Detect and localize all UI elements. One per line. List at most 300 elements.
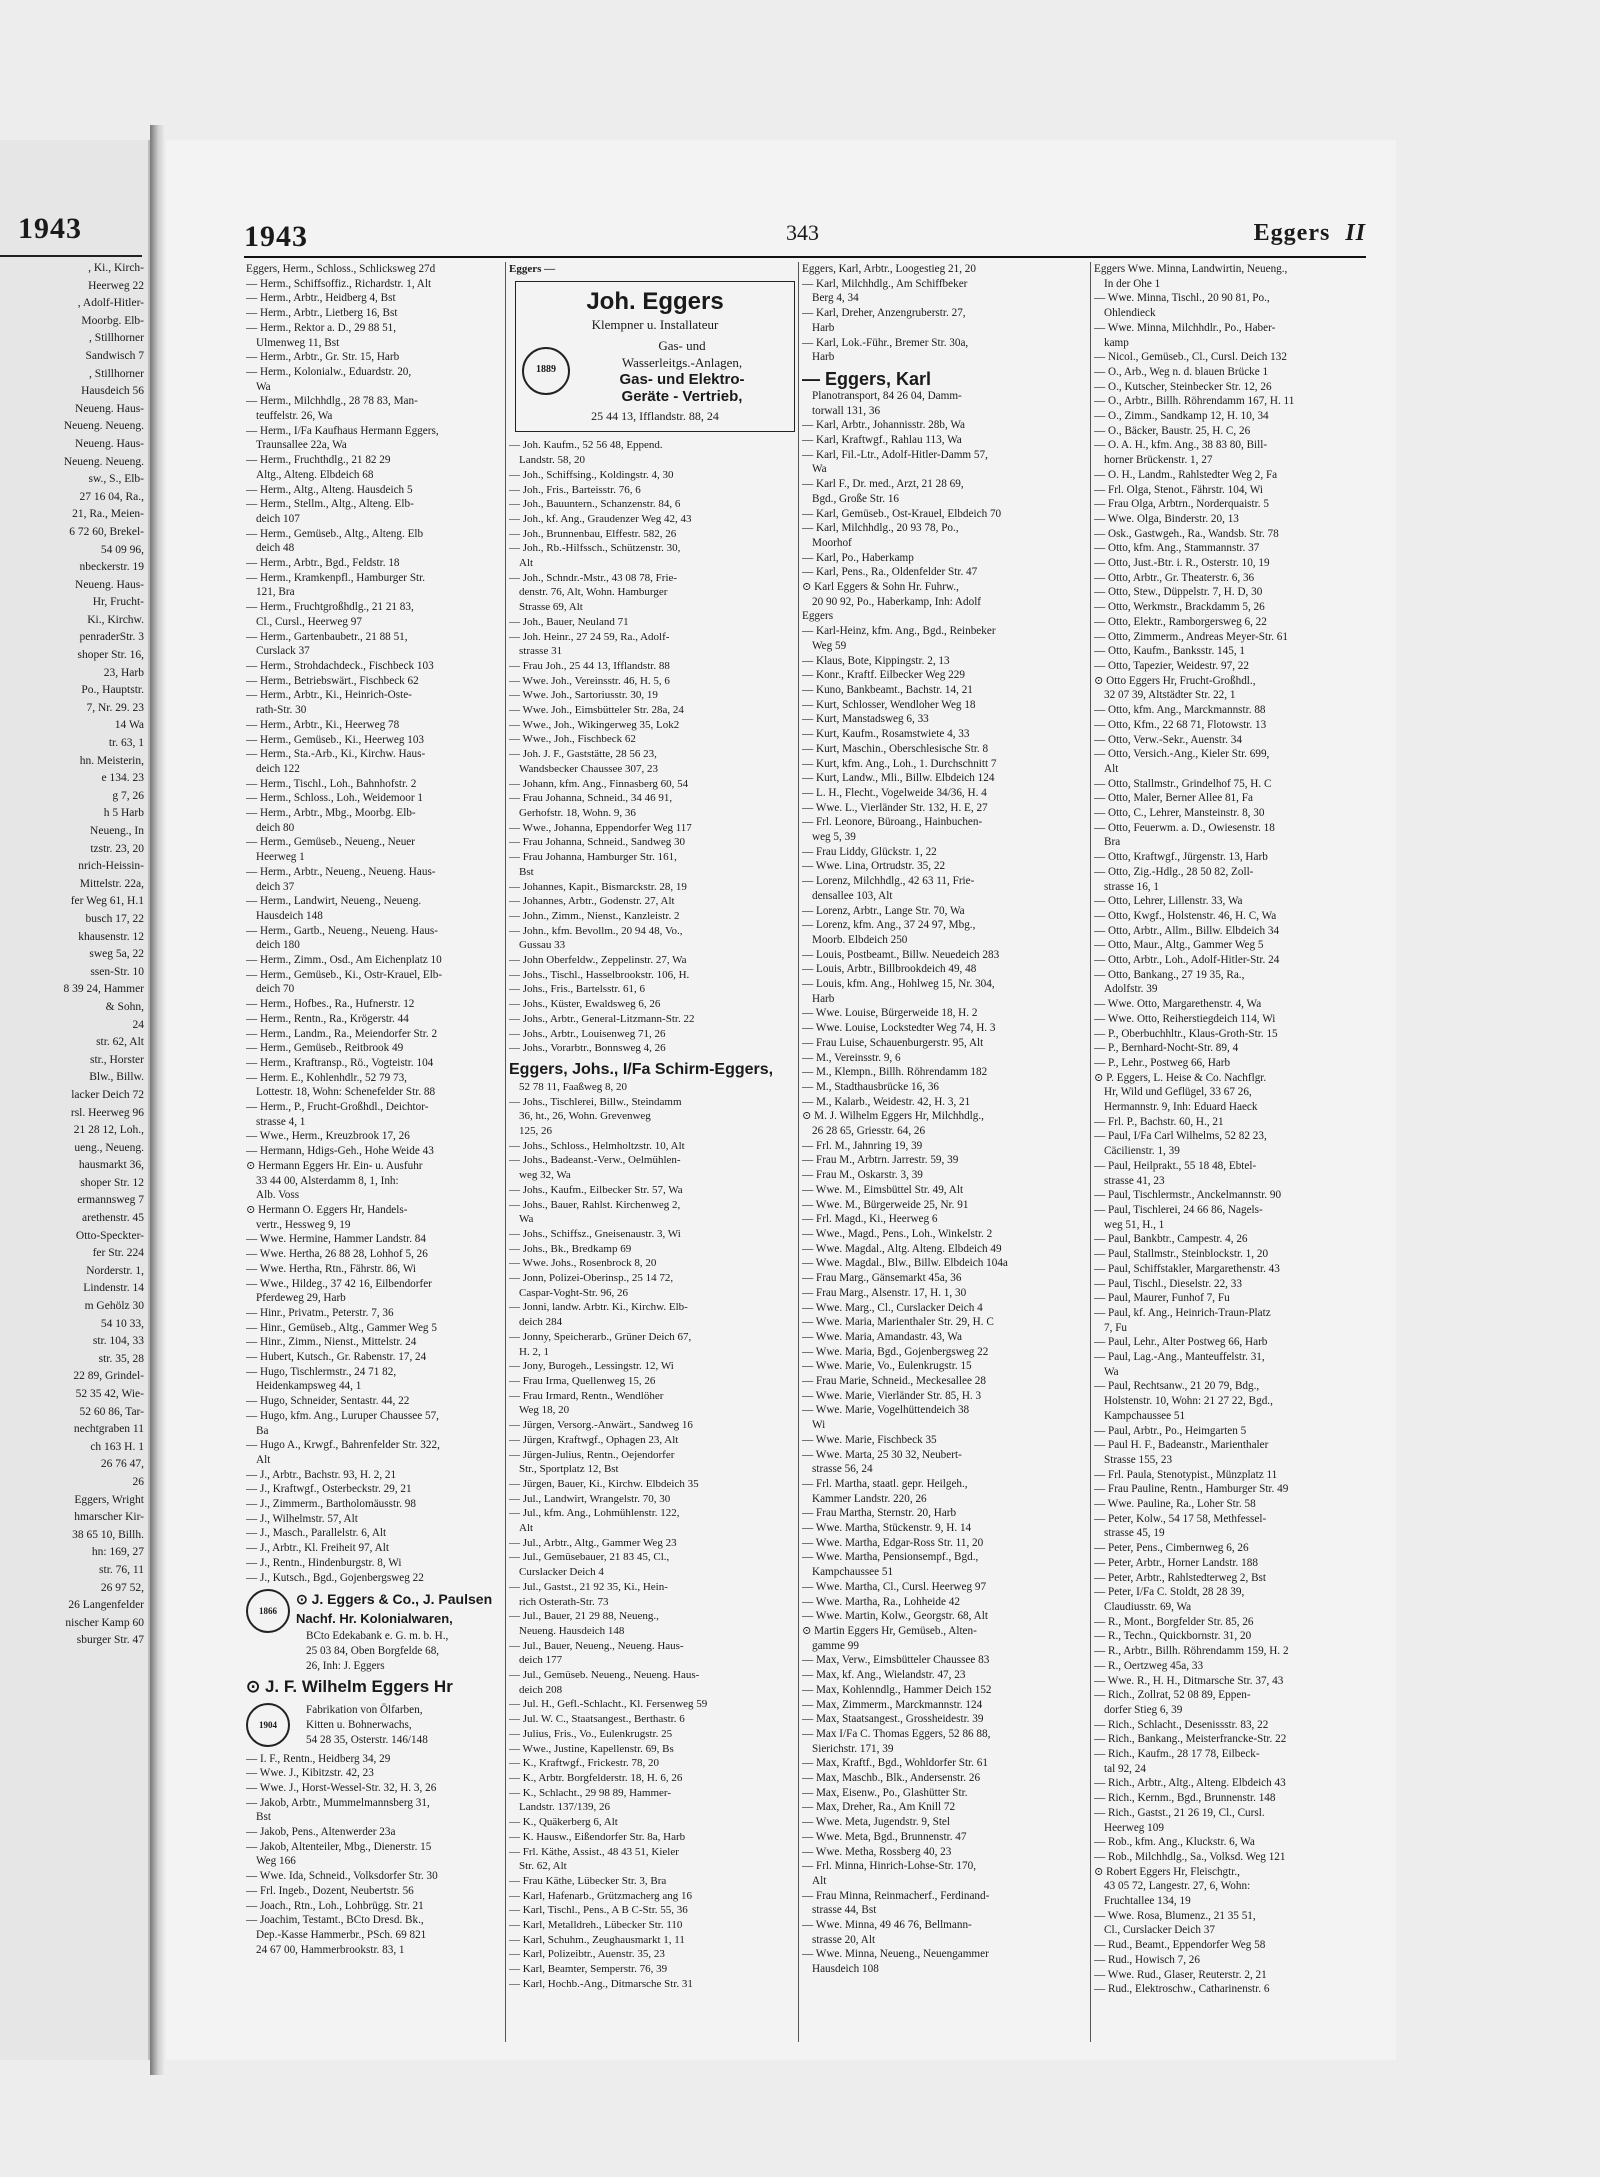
directory-entry-line: 20 90 92, Po., Haberkamp, Inh: Adolf bbox=[812, 595, 982, 608]
directory-entry-line: Weg 59 bbox=[812, 639, 847, 652]
previous-page-line: Lindenstr. 14 bbox=[83, 1282, 144, 1295]
directory-entry-line: — Wwe. Rosa, Blumenz., 21 35 51, bbox=[1094, 1909, 1256, 1922]
previous-page-line: 26 bbox=[132, 1475, 144, 1488]
directory-entry-line: — Otto, Lehrer, Lillenstr. 33, Wa bbox=[1094, 895, 1243, 908]
directory-entry-line: — K., Quäkerberg 6, Alt bbox=[509, 1816, 618, 1829]
directory-entry-line: — Jul., Bauer, 21 29 88, Neueng., bbox=[509, 1610, 659, 1623]
directory-entry-line: Wi bbox=[812, 1419, 826, 1432]
previous-page-line: str. 62, Alt bbox=[96, 1036, 144, 1049]
directory-entry-line: — Karl, Schuhm., Zeughausmarkt 1, 11 bbox=[509, 1933, 685, 1946]
directory-entry-line: — Wwe. Magdal., Blw., Billw. Elbdeich 104a bbox=[802, 1257, 1008, 1270]
directory-entry-line: — J., Wilhelmstr. 57, Alt bbox=[246, 1512, 358, 1525]
directory-entry-line: strasse 45, 19 bbox=[1104, 1527, 1165, 1540]
directory-entry-line: — Frl. Magd., Ki., Heerweg 6 bbox=[802, 1213, 938, 1226]
directory-entry-line: horner Brückenstr. 1, 27 bbox=[1104, 454, 1213, 467]
directory-entry-line: — Max, kf. Ang., Wielandstr. 47, 23 bbox=[802, 1669, 966, 1682]
directory-entry-line: — Otto, Feuerwm. a. D., Owiesenstr. 18 bbox=[1094, 821, 1275, 834]
directory-entry-line: — Frau Liddy, Glückstr. 1, 22 bbox=[802, 845, 937, 858]
previous-page-line: shoper Str. 12 bbox=[80, 1176, 144, 1189]
directory-page bbox=[166, 140, 1396, 2060]
directory-entry-line: 121, Bra bbox=[256, 586, 295, 599]
directory-entry-line: — Johann, kfm. Ang., Finnasberg 60, 54 bbox=[509, 777, 689, 790]
directory-entry-line: deich 80 bbox=[256, 821, 295, 834]
previous-page-line: Moorbg. Elb- bbox=[81, 314, 144, 327]
directory-entry-line: — Paul, Lag.-Ang., Manteuffelstr. 31, bbox=[1094, 1351, 1265, 1364]
directory-entry-line: ⊙ Martin Eggers Hr, Gemüseb., Alten- bbox=[802, 1624, 977, 1637]
directory-entry-line: — Wwe. M., Eimsbüttel Str. 49, Alt bbox=[802, 1183, 964, 1196]
column-4 bbox=[1094, 262, 1386, 2042]
directory-entry-line: Holstenstr. 10, Wohn: 21 27 22, Bgd., bbox=[1104, 1395, 1273, 1408]
directory-entry-line: — Frau Martha, Sternstr. 20, Harb bbox=[802, 1507, 957, 1520]
advert-line: Gas- und bbox=[658, 337, 706, 353]
directory-entry-line: Curslacker Deich 4 bbox=[519, 1566, 604, 1579]
directory-entry-line: — Johs., Schloss., Helmholtzstr. 10, Alt bbox=[509, 1139, 685, 1152]
directory-entry-line: Eggers Wwe. Minna, Landwirtin, Neueng., bbox=[1094, 263, 1288, 275]
directory-entry-line: — Kurt, Manstadsweg 6, 33 bbox=[802, 713, 929, 726]
directory-entry-line: — Frau Marg., Gänsemarkt 45a, 36 bbox=[802, 1272, 962, 1285]
directory-entry-line: — Frl. Minna, Hinrich-Lohse-Str. 170, bbox=[802, 1860, 977, 1873]
directory-entry-line: — Jul. H., Gefl.-Schlacht., Kl. Fersenweg 59 bbox=[509, 1698, 708, 1711]
previous-page-line: Neueng. Haus- bbox=[75, 578, 144, 591]
directory-entry-line: — Paul, kf. Ang., Heinrich-Traun-Platz bbox=[1094, 1306, 1271, 1319]
directory-entry-line: Str., Sportplatz 12, Bst bbox=[519, 1463, 619, 1476]
directory-entry-line: — Wwe. Meta, Jugendstr. 9, Stel bbox=[802, 1816, 951, 1829]
directory-entry-line: — Otto, Maur., Altg., Gammer Weg 5 bbox=[1094, 939, 1264, 952]
directory-entry-line: — Herm., Arbtr., Heidberg 4, Bst bbox=[246, 292, 396, 305]
directory-entry-line: — O., Arbtr., Billh. Röhrendamm 167, H. 11 bbox=[1094, 395, 1295, 408]
directory-entry-line: Kammer Landstr. 220, 26 bbox=[812, 1492, 927, 1505]
firm-title: ⊙ J. F. Wilhelm Eggers Hr bbox=[246, 1677, 453, 1697]
directory-entry-line: — R., Techn., Quickbornstr. 31, 20 bbox=[1094, 1630, 1252, 1643]
previous-page-line: 8 39 24, Hammer bbox=[63, 983, 144, 996]
directory-entry-line: — Lorenz, Arbtr., Lange Str. 70, Wa bbox=[802, 904, 965, 917]
directory-entry-line: BCto Edekabank e. G. m. b. H., bbox=[306, 1630, 449, 1643]
directory-entry-line: — O., Kutscher, Steinbecker Str. 12, 26 bbox=[1094, 380, 1272, 393]
directory-entry-line: — J., Arbtr., Bachstr. 93, H. 2, 21 bbox=[246, 1468, 397, 1481]
directory-entry-line: 54 28 35, Osterstr. 146/148 bbox=[306, 1733, 428, 1746]
directory-entry-line: — Paul, Tischlermstr., Anckelmannstr. 90 bbox=[1094, 1189, 1282, 1202]
directory-entry-line: — Karl, Fil.-Ltr., Adolf-Hitler-Damm 57, bbox=[802, 448, 988, 461]
directory-entry-line: torwall 131, 36 bbox=[812, 404, 881, 417]
directory-entry-line: — Karl, Po., Haberkamp bbox=[802, 551, 914, 564]
directory-entry-line: — Frl. Ingeb., Dozent, Neubertstr. 56 bbox=[246, 1884, 414, 1897]
directory-entry-line: — Johs., Badeanst.-Verw., Oelmühlen- bbox=[509, 1154, 681, 1167]
directory-entry-line: Pferdeweg 29, Harb bbox=[256, 1292, 346, 1305]
directory-entry-line: — Peter, Pens., Cimbernweg 6, 26 bbox=[1094, 1542, 1249, 1555]
directory-entry-line: — Otto, Verw.-Sekr., Auenstr. 34 bbox=[1094, 733, 1242, 746]
previous-page-line: str. 35, 28 bbox=[98, 1352, 144, 1365]
directory-entry-line: — Wwe. Martha, Edgar-Ross Str. 11, 20 bbox=[802, 1536, 984, 1549]
directory-entry-line: — Wwe. Joh., Vereinsstr. 46, H. 5, 6 bbox=[509, 674, 670, 687]
directory-entry-line: — Wwe. Marg., Cl., Curslacker Deich 4 bbox=[802, 1301, 983, 1314]
directory-entry-line: — J., Kraftwgf., Osterbeckstr. 29, 21 bbox=[246, 1483, 412, 1496]
directory-entry-line: — Herm., Strohdachdeck., Fischbeck 103 bbox=[246, 659, 434, 672]
directory-entry-line: — Herm., Kraftransp., Rö., Vogteistr. 104 bbox=[246, 1056, 434, 1069]
previous-page-line: tzstr. 23, 20 bbox=[90, 842, 144, 855]
directory-entry-line: Heidenkampsweg 44, 1 bbox=[256, 1380, 362, 1393]
directory-entry-line: — Joh., Schndr.-Mstr., 43 08 78, Frie- bbox=[509, 571, 678, 584]
directory-entry-line: — Rud., Elektroschw., Catharinenstr. 6 bbox=[1094, 1983, 1270, 1996]
directory-entry-line: Adolfstr. 39 bbox=[1104, 983, 1158, 996]
directory-entry-line: — Johs., Bk., Bredkamp 69 bbox=[509, 1242, 632, 1255]
directory-entry-line: — Kurt, Kaufm., Rosamstwiete 4, 33 bbox=[802, 728, 970, 741]
directory-entry-line: — Jul., Gemüseb. Neueng., Neueng. Haus- bbox=[509, 1669, 700, 1682]
firm-lines bbox=[296, 1703, 428, 1747]
directory-entry-line: — Otto, Zig.-Hdlg., 28 50 82, Zoll- bbox=[1094, 865, 1254, 878]
directory-entry-line: — Otto, Kwgf., Holstenstr. 46, H. C, Wa bbox=[1094, 909, 1277, 922]
directory-entry-line: — Karl, Metalldreh., Lübecker Str. 110 bbox=[509, 1919, 683, 1932]
directory-entry-line: — Lorenz, Milchhdlg., 42 63 11, Frie- bbox=[802, 875, 975, 888]
directory-entry-line: strasse 56, 24 bbox=[812, 1463, 873, 1476]
directory-entry-line: — Wwe. Minna, Neueng., Neuengammer bbox=[802, 1948, 989, 1961]
bold-entry: — Eggers, Karl bbox=[802, 368, 932, 389]
directory-entry-line: ⊙ M. J. Wilhelm Eggers Hr, Milchhdlg., bbox=[802, 1110, 984, 1123]
directory-entry-line: — Johannes, Kapit., Bismarckstr. 28, 19 bbox=[509, 880, 687, 893]
directory-entry-line: — Max, Kohlenndlg., Hammer Deich 152 bbox=[802, 1683, 992, 1696]
directory-entry-line: — Wwe., Magd., Pens., Loh., Winkelstr. 2 bbox=[802, 1228, 993, 1240]
directory-entry-line: — Rud., Beamt., Eppendorfer Weg 58 bbox=[1094, 1939, 1266, 1952]
directory-entry-line: — Herm., Gartenbaubetr., 21 88 51, bbox=[246, 630, 408, 643]
previous-page-line: penraderStr. 3 bbox=[79, 631, 144, 644]
directory-entry-line: Ulmenweg 11, Bst bbox=[256, 336, 340, 349]
directory-entry-line: — John., kfm. Bevollm., 20 94 48, Vo., bbox=[509, 924, 683, 937]
directory-entry-line: — Joh. Kaufm., 52 56 48, Eppend. bbox=[509, 439, 663, 452]
directory-entry-line: — Johs., Küster, Ewaldsweg 6, 26 bbox=[509, 998, 661, 1011]
directory-entry-line: — Max, Kraftf., Bgd., Wohldorfer Str. 61 bbox=[802, 1757, 988, 1770]
directory-entry-line: — Herm., Schloss., Loh., Weidemoor 1 bbox=[246, 792, 423, 805]
directory-entry-line: Kampchaussee 51 bbox=[1104, 1409, 1186, 1422]
directory-entry-line: Bra bbox=[1104, 836, 1121, 849]
directory-entry-line: — Wwe. L., Vierländer Str. 132, H. E, 27 bbox=[802, 801, 988, 814]
directory-entry-line: — Rich., Schlacht., Desenissstr. 83, 22 bbox=[1094, 1718, 1269, 1731]
column-2-entries-b bbox=[509, 1080, 801, 1992]
directory-entry-line: deich 107 bbox=[256, 512, 300, 525]
directory-entry-line: Heerweg 109 bbox=[1104, 1821, 1164, 1834]
directory-entry-line: rath-Str. 30 bbox=[256, 704, 307, 717]
directory-entry-line: — Wwe. J., Horst-Wessel-Str. 32, H. 3, 26 bbox=[246, 1781, 437, 1794]
previous-page-line: Hr, Frucht- bbox=[92, 596, 144, 609]
directory-entry-line: — Herm., Stellm., Altg., Alteng. Elb- bbox=[246, 498, 414, 511]
directory-entry-line: — Wwe. Minna, Milchhdlr., Po., Haber- bbox=[1094, 321, 1276, 334]
directory-entry-line: — R., Mont., Borgfelder Str. 85, 26 bbox=[1094, 1615, 1254, 1628]
page-number: 343 bbox=[786, 220, 819, 245]
directory-entry-line: 7, Fu bbox=[1104, 1321, 1128, 1334]
directory-entry-line: tal 92, 24 bbox=[1104, 1762, 1146, 1775]
previous-page-line: 27 16 04, Ra., bbox=[79, 490, 144, 503]
directory-entry-line: — Jürgen-Julius, Rentn., Oejendorfer bbox=[509, 1448, 675, 1461]
directory-entry-line: — Karl, Pens., Ra., Oldenfelder Str. 47 bbox=[802, 566, 978, 579]
advert-name: Joh. Eggers bbox=[586, 287, 724, 315]
directory-entry-line: — Herm., Arbtr., Mbg., Moorbg. Elb- bbox=[246, 807, 416, 820]
directory-entry-line: — Wwe. Johs., Rosenbrock 8, 20 bbox=[509, 1257, 657, 1270]
directory-entry-line: — Julius, Fris., Vo., Eulenkrugstr. 25 bbox=[509, 1727, 673, 1740]
directory-entry-line: Weg 18, 20 bbox=[519, 1404, 570, 1417]
directory-entry-line: — Paul, Arbtr., Po., Heimgarten 5 bbox=[1094, 1424, 1247, 1437]
directory-entry-line: — Otto, Arbtr., Allm., Billw. Elbdeich 34 bbox=[1094, 924, 1280, 937]
directory-entry-line: — Jul., Gastst., 21 92 35, Ki., Hein- bbox=[509, 1580, 668, 1593]
previous-page-line: 52 60 86, Tar- bbox=[79, 1405, 144, 1418]
directory-entry-line: — Herm., P., Frucht-Großhdl., Deichtor- bbox=[246, 1101, 429, 1114]
previous-page-line: Eggers, Wright bbox=[74, 1493, 144, 1506]
previous-page-line: e 134. 23 bbox=[101, 772, 144, 785]
directory-entry-line: — Otto, Arbtr., Gr. Theaterstr. 6, 36 bbox=[1094, 571, 1255, 584]
directory-entry-line: Alt bbox=[519, 1522, 534, 1535]
directory-entry-line: — Jürgen, Versorg.-Anwärt., Sandweg 16 bbox=[509, 1419, 693, 1432]
directory-entry-line: — P., Bernhard-Nocht-Str. 89, 4 bbox=[1094, 1042, 1239, 1055]
directory-entry-line: vertr., Hessweg 9, 19 bbox=[256, 1218, 351, 1231]
previous-page-line: 7, Nr. 29. 23 bbox=[86, 701, 144, 714]
directory-entry-line: — Louis, kfm. Ang., Hohlweg 15, Nr. 304, bbox=[802, 978, 995, 991]
directory-entry-line: Eggers, Karl, Arbtr., Loogestieg 21, 20 bbox=[802, 263, 976, 275]
directory-entry-line: — Louis, Postbeamt., Billw. Neuedeich 283 bbox=[802, 948, 1000, 961]
previous-page-line: tr. 63, 1 bbox=[108, 737, 144, 750]
directory-entry-line: — M., Vereinsstr. 9, 6 bbox=[802, 1051, 901, 1064]
previous-page-line: shoper Str. 16, bbox=[77, 649, 144, 662]
previous-page-line: nechtgraben 11 bbox=[73, 1423, 144, 1436]
directory-entry-line: denstr. 76, Alt, Wohn. Hamburger bbox=[519, 586, 668, 599]
directory-entry-line: — Wwe. M., Bürgerweide 25, Nr. 91 bbox=[802, 1198, 969, 1211]
previous-page-line: str., Horster bbox=[90, 1053, 144, 1066]
directory-entry-line: — Jonni, landw. Arbtr. Ki., Kirchw. Elb- bbox=[509, 1301, 688, 1314]
directory-entry-line: — Otto, Stew., Düppelstr. 7, H. D, 30 bbox=[1094, 586, 1263, 599]
directory-entry-line: — Paul H. F., Badeanstr., Marienthaler bbox=[1094, 1439, 1269, 1452]
directory-entry-line: — Karl, Tischl., Pens., A B C-Str. 55, 36 bbox=[509, 1904, 688, 1917]
previous-page-line: 21 28 12, Loh., bbox=[73, 1124, 144, 1137]
directory-entry-line: — Joh. Heinr., 27 24 59, Ra., Adolf- bbox=[509, 630, 670, 643]
directory-entry-line: — Wwe. Martin, Kolw., Georgstr. 68, Alt bbox=[802, 1610, 988, 1623]
directory-entry-line: — Jul., kfm. Ang., Lohmühlenstr. 122, bbox=[509, 1507, 680, 1520]
directory-entry-line: ⊙ Otto Eggers Hr, Frucht-Großhdl., bbox=[1094, 674, 1256, 687]
directory-entry-line: — Wwe. Marie, Vierländer Str. 85, H. 3 bbox=[802, 1389, 982, 1402]
column-2-entries bbox=[509, 438, 801, 1056]
directory-entry-line: — Karl, Kraftwgf., Rahlau 113, Wa bbox=[802, 434, 962, 447]
directory-entry-line: — Karl, Hochb.-Ang., Ditmarsche Str. 31 bbox=[509, 1977, 693, 1990]
directory-entry-line: — Karl, Polizeibtr., Auenstr. 35, 23 bbox=[509, 1948, 665, 1961]
directory-entry-line: ⊙ Robert Eggers Hr, Fleischgtr., bbox=[1094, 1865, 1240, 1878]
directory-entry-line: In der Ohe 1 bbox=[1104, 277, 1161, 290]
previous-page-line: , Stillhorner bbox=[89, 367, 144, 380]
directory-entry-line: — Frau Marg., Alsenstr. 17, H. 1, 30 bbox=[802, 1286, 967, 1299]
directory-entry-line: — Nicol., Gemüseb., Cl., Cursl. Deich 132 bbox=[1094, 351, 1287, 364]
advert-trade: Klempner u. Installateur bbox=[591, 316, 719, 332]
directory-entry-line: Weg 166 bbox=[256, 1855, 296, 1868]
directory-entry-line: — Jul., Landwirt, Wrangelstr. 70, 30 bbox=[509, 1492, 671, 1505]
directory-entry-line: — Hugo, kfm. Ang., Luruper Chaussee 57, bbox=[246, 1409, 439, 1422]
previous-page-line: g 7, 26 bbox=[112, 789, 144, 802]
directory-entry-line: strasse 44, Bst bbox=[812, 1904, 877, 1917]
directory-entry-line: Gussau 33 bbox=[519, 939, 566, 952]
previous-page-line: 14 Wa bbox=[114, 719, 144, 732]
previous-page-line: 21, Ra., Meien- bbox=[72, 508, 144, 521]
directory-entry-line: — Herm., Kramkenpfl., Hamburger Str. bbox=[246, 571, 426, 584]
directory-entry-line: — Herm., Fruchtgroßhdlg., 21 21 83, bbox=[246, 601, 414, 614]
previous-page-line: nrich-Heissin- bbox=[78, 860, 144, 873]
previous-page-line: str. 76, 11 bbox=[99, 1563, 144, 1576]
directory-entry-line: — Wwe., Joh., Fischbeck 62 bbox=[509, 733, 636, 746]
directory-entry-line: Landstr. 137/139, 26 bbox=[519, 1801, 611, 1814]
column-1 bbox=[246, 262, 538, 2042]
directory-entry-line: — L. H., Flecht., Vogelweide 34/36, H. 4 bbox=[802, 786, 987, 799]
directory-entry-line: — Frau Irma, Quellenweg 15, 26 bbox=[509, 1375, 656, 1387]
directory-entry-line: — Wwe. Meta, Bgd., Brunnenstr. 47 bbox=[802, 1830, 967, 1843]
previous-page-line: ueng., Neueng. bbox=[74, 1141, 144, 1154]
directory-entry-line: — Paul, Schiffstakler, Margarethenstr. 43 bbox=[1094, 1262, 1280, 1275]
directory-entry-line: — Frau Marie, Schneid., Meckesallee 28 bbox=[802, 1375, 986, 1388]
previous-page-line: Po., Hauptstr. bbox=[81, 684, 144, 697]
directory-entry-line: — Frau Olga, Arbtrn., Norderquaistr. 5 bbox=[1094, 498, 1269, 511]
directory-entry-line: — Herm., Gemüseb., Neueng., Neuer bbox=[246, 836, 416, 849]
directory-entry-line: Alt bbox=[519, 557, 534, 570]
directory-entry-line: — Wwe. Marie, Vogelhüttendeich 38 bbox=[802, 1404, 970, 1417]
directory-entry-line: Hausdeich 108 bbox=[812, 1963, 879, 1976]
previous-page-line: 54 10 33, bbox=[100, 1317, 144, 1330]
directory-entry-line: — Wwe. Otto, Reiherstiegdeich 114, Wi bbox=[1094, 1012, 1276, 1025]
directory-entry-line: — Herm., Schiffsoffiz., Richardstr. 1, Alt bbox=[246, 277, 432, 290]
directory-entry-line: — Jakob, Altenteiler, Mbg., Dienerstr. 15 bbox=[246, 1840, 432, 1853]
directory-entry-line: — Frau Minna, Reinmacherf., Ferdinand- bbox=[802, 1889, 990, 1902]
directory-entry-line: Sierichstr. 171, 39 bbox=[812, 1742, 894, 1755]
directory-entry-line: — Rich., Arbtr., Altg., Alteng. Elbdeich 43 bbox=[1094, 1777, 1286, 1790]
previous-page-line: hn: 169, 27 bbox=[91, 1546, 144, 1559]
previous-page-line: 54 09 96, bbox=[100, 543, 144, 556]
directory-entry-line: — Herm., Rentn., Ra., Krögerstr. 44 bbox=[246, 1012, 409, 1025]
directory-entry-line: strasse 31 bbox=[519, 645, 563, 658]
directory-entry-line: — Frau Johanna, Hamburger Str. 161, bbox=[509, 851, 677, 864]
previous-page-lines bbox=[0, 260, 144, 1650]
directory-entry-line: — Paul, Stallmstr., Steinblockstr. 1, 20 bbox=[1094, 1248, 1269, 1261]
directory-entry-line: — R., Arbtr., Billh. Röhrendamm 159, H. 2 bbox=[1094, 1645, 1289, 1658]
directory-entry-line: — Joachim, Testamt., BCto Dresd. Bk., bbox=[246, 1914, 424, 1927]
directory-entry-line: deich 48 bbox=[256, 542, 295, 555]
previous-page-line: 52 35 42, Wie- bbox=[75, 1388, 144, 1400]
directory-entry-line: — Hinr., Privatm., Peterstr. 7, 36 bbox=[246, 1306, 394, 1319]
column-3-entries-b bbox=[802, 389, 1094, 1977]
previous-page-line: lacker Deich 72 bbox=[71, 1088, 144, 1101]
previous-page-line: , Ki., Kirch- bbox=[88, 262, 144, 274]
directory-entry-line: — Otto, Zimmerm., Andreas Meyer-Str. 61 bbox=[1094, 630, 1288, 643]
directory-entry-line: Dep.-Kasse Hammerbr., PSch. 69 821 bbox=[256, 1928, 427, 1941]
directory-entry-line: — Wwe. Metha, Rossberg 40, 23 bbox=[802, 1845, 952, 1858]
book-gutter bbox=[150, 125, 164, 2075]
directory-entry-line: — Frl. Martha, staatl. gepr. Heilgeh., bbox=[802, 1477, 968, 1490]
advert-bold-line: Geräte - Vertrieb, bbox=[621, 387, 743, 405]
directory-entry-line: — Jürgen, Kraftwgf., Ophagen 23, Alt bbox=[509, 1433, 679, 1446]
advert-seal-icon: 1889 bbox=[522, 347, 570, 395]
directory-entry-line: — Kuno, Bankbeamt., Bachstr. 14, 21 bbox=[802, 683, 973, 696]
directory-entry-line: — Herm., Zimm., Osd., Am Eichenplatz 10 bbox=[246, 954, 442, 967]
advert-bold-line: Gas- und Elektro- bbox=[619, 370, 745, 388]
directory-entry-line: Curslack 37 bbox=[256, 645, 310, 658]
directory-entry-line: — Paul, Tischl., Dieselstr. 22, 33 bbox=[1094, 1277, 1242, 1290]
directory-entry-line: deich 177 bbox=[519, 1654, 563, 1667]
directory-entry-line: — Rich., Bankang., Meisterfrancke-Str. 22 bbox=[1094, 1733, 1287, 1746]
directory-entry-line: — Joh., Brunnenbau, Elffestr. 582, 26 bbox=[509, 527, 677, 540]
directory-entry-line: — Wwe. Otto, Margarethenstr. 4, Wa bbox=[1094, 998, 1262, 1011]
running-head bbox=[1254, 220, 1366, 247]
directory-entry-line: — P., Oberbuchhltr., Klaus-Groth-Str. 15 bbox=[1094, 1027, 1278, 1040]
directory-entry-line: ⊙ Hermann Eggers Hr. Ein- u. Ausfuhr bbox=[246, 1159, 423, 1172]
directory-entry-line: Hr, Wild und Geflügel, 33 67 26, bbox=[1104, 1086, 1252, 1099]
directory-entry-line: — Wwe. Magdal., Altg. Alteng. Elbdeich 49 bbox=[802, 1242, 1002, 1255]
directory-entry-line: — Wwe. Louise, Bürgerweide 18, H. 2 bbox=[802, 1007, 978, 1020]
directory-entry-line: Fruchtallee 134, 19 bbox=[1104, 1895, 1191, 1908]
directory-entry-line: 52 78 11, Faaßweg 8, 20 bbox=[519, 1080, 628, 1093]
directory-entry-line: — Max I/Fa C. Thomas Eggers, 52 86 88, bbox=[802, 1727, 991, 1740]
directory-entry-line: Eggers bbox=[802, 610, 834, 623]
firm-title: ⊙ J. Eggers & Co., J. Paulsen bbox=[296, 1591, 493, 1608]
directory-entry-line: — Johs., Schiffsz., Gneisenaustr. 3, Wi bbox=[509, 1227, 681, 1240]
previous-page-line: Sandwisch 7 bbox=[85, 349, 144, 362]
previous-page-line: 26 Langenfelder bbox=[68, 1599, 144, 1612]
directory-entry-line: — Herm., Gemüseb., Ki., Ostr-Krauel, Elb- bbox=[246, 968, 443, 981]
directory-entry-line: — Rich., Gastst., 21 26 19, Cl., Cursl. bbox=[1094, 1806, 1265, 1819]
directory-entry-line: — Frau Pauline, Rentn., Hamburger Str. 49 bbox=[1094, 1483, 1289, 1496]
previous-page-line: 38 65 10, Billh. bbox=[72, 1528, 144, 1541]
directory-entry-line: — Wwe. J., Kibitzstr. 42, 23 bbox=[246, 1767, 374, 1780]
directory-entry-line: — Peter, Arbtr., Rahlstedterweg 2, Bst bbox=[1094, 1571, 1267, 1584]
directory-entry-line: — Wwe. Martha, Cl., Cursl. Heerweg 97 bbox=[802, 1580, 987, 1593]
directory-entry-line: — Paul, Rechtsanw., 21 20 79, Bdg., bbox=[1094, 1380, 1260, 1393]
directory-entry-line: — Frau Johanna, Schneid., Sandweg 30 bbox=[509, 836, 685, 849]
directory-entry-line: — Kurt, Schlosser, Wendloher Weg 18 bbox=[802, 698, 976, 711]
previous-page-line: busch 17, 22 bbox=[85, 912, 144, 925]
directory-entry-line: — Jakob, Pens., Altenwerder 23a bbox=[246, 1826, 396, 1839]
column-1-entries-tail bbox=[246, 1752, 538, 1958]
directory-entry-line: — Karl, Lok.-Führ., Bremer Str. 30a, bbox=[802, 336, 969, 349]
directory-entry-line: — Karl, Arbtr., Johannisstr. 28b, Wa bbox=[802, 419, 965, 432]
directory-entry-line: — Karl, Gemüseb., Ost-Krauel, Elbdeich 70 bbox=[802, 507, 1002, 520]
directory-entry-line: — Herm., Altg., Alteng. Hausdeich 5 bbox=[246, 483, 413, 496]
directory-entry-line: — Peter, I/Fa C. Stoldt, 28 28 39, bbox=[1094, 1586, 1245, 1599]
previous-page-line: , Stillhorner bbox=[89, 332, 144, 345]
directory-entry-line: — Rich., Kaufm., 28 17 78, Eilbeck- bbox=[1094, 1748, 1260, 1761]
directory-entry-line: — Herm., Arbtr., Bgd., Feldstr. 18 bbox=[246, 557, 400, 570]
directory-entry-line: — Max, Staatsangest., Grossheidestr. 39 bbox=[802, 1713, 984, 1726]
directory-entry-line: Alt bbox=[256, 1453, 271, 1466]
directory-entry-line: — Konr., Kraftf. Eilbecker Weg 229 bbox=[802, 669, 965, 682]
directory-entry-line: — Rich., Zollrat, 52 08 89, Eppen- bbox=[1094, 1689, 1251, 1702]
directory-entry-line: — Jul. W. C., Staatsangest., Berthastr. 6 bbox=[509, 1713, 685, 1726]
directory-entry-line: — Hermann, Hdigs-Geh., Hohe Weide 43 bbox=[246, 1145, 434, 1158]
directory-entry-line: — Johs., Fris., Bartelsstr. 61, 6 bbox=[509, 983, 645, 996]
directory-entry-line: Strasse 69, Alt bbox=[519, 601, 583, 614]
previous-page-line: Neueng. Neueng. bbox=[63, 455, 144, 468]
directory-entry-line: H. 2, 1 bbox=[519, 1345, 549, 1358]
directory-entry-line: — Frau Luise, Schauenburgerstr. 95, Alt bbox=[802, 1036, 984, 1049]
directory-entry-line: — Frau Joh., 25 44 13, Ifflandstr. 88 bbox=[509, 659, 670, 672]
directory-entry-line: Cl., Cursl., Heerweg 97 bbox=[256, 615, 362, 628]
directory-entry-line: 36, ht., 26, Wohn. Grevenweg bbox=[519, 1110, 651, 1123]
column-1-entries bbox=[246, 262, 538, 1585]
directory-entry-line: — Otto, Just.-Btr. i. R., Osterstr. 10, 19 bbox=[1094, 557, 1270, 570]
directory-entry-line: — Otto, Maler, Berner Allee 81, Fa bbox=[1094, 792, 1253, 805]
directory-entry-line: — J., Rentn., Hindenburgstr. 8, Wi bbox=[246, 1556, 402, 1569]
directory-entry-line: — Kurt, kfm. Ang., Loh., 1. Durchschnitt 7 bbox=[802, 757, 997, 770]
directory-entry-line: — Jakob, Arbtr., Mummelmannsberg 31, bbox=[246, 1796, 430, 1809]
directory-entry-line: — Otto, Bankang., 27 19 35, Ra., bbox=[1094, 968, 1245, 981]
directory-entry-line: — Otto, kfm. Ang., Stammannstr. 37 bbox=[1094, 542, 1260, 555]
directory-entry-line: — Wwe. Minna, Tischl., 20 90 81, Po., bbox=[1094, 292, 1270, 305]
directory-entry-line: — J., Kutsch., Bgd., Gojenbergsweg 22 bbox=[246, 1571, 424, 1584]
directory-entry-line: Lottestr. 18, Wohn: Schenefelder Str. 88 bbox=[256, 1086, 436, 1099]
directory-entry-line: — P., Lehr., Postweg 66, Harb bbox=[1094, 1056, 1231, 1069]
directory-entry-line: Kampchaussee 51 bbox=[812, 1566, 894, 1579]
directory-entry-line: Cäcilienstr. 1, 39 bbox=[1104, 1145, 1180, 1158]
directory-entry-line: Harb bbox=[812, 992, 835, 1005]
previous-page-line: hn. Meisterin, bbox=[79, 754, 144, 767]
directory-entry-line: deich 180 bbox=[256, 939, 300, 952]
previous-page-rule bbox=[0, 255, 142, 257]
